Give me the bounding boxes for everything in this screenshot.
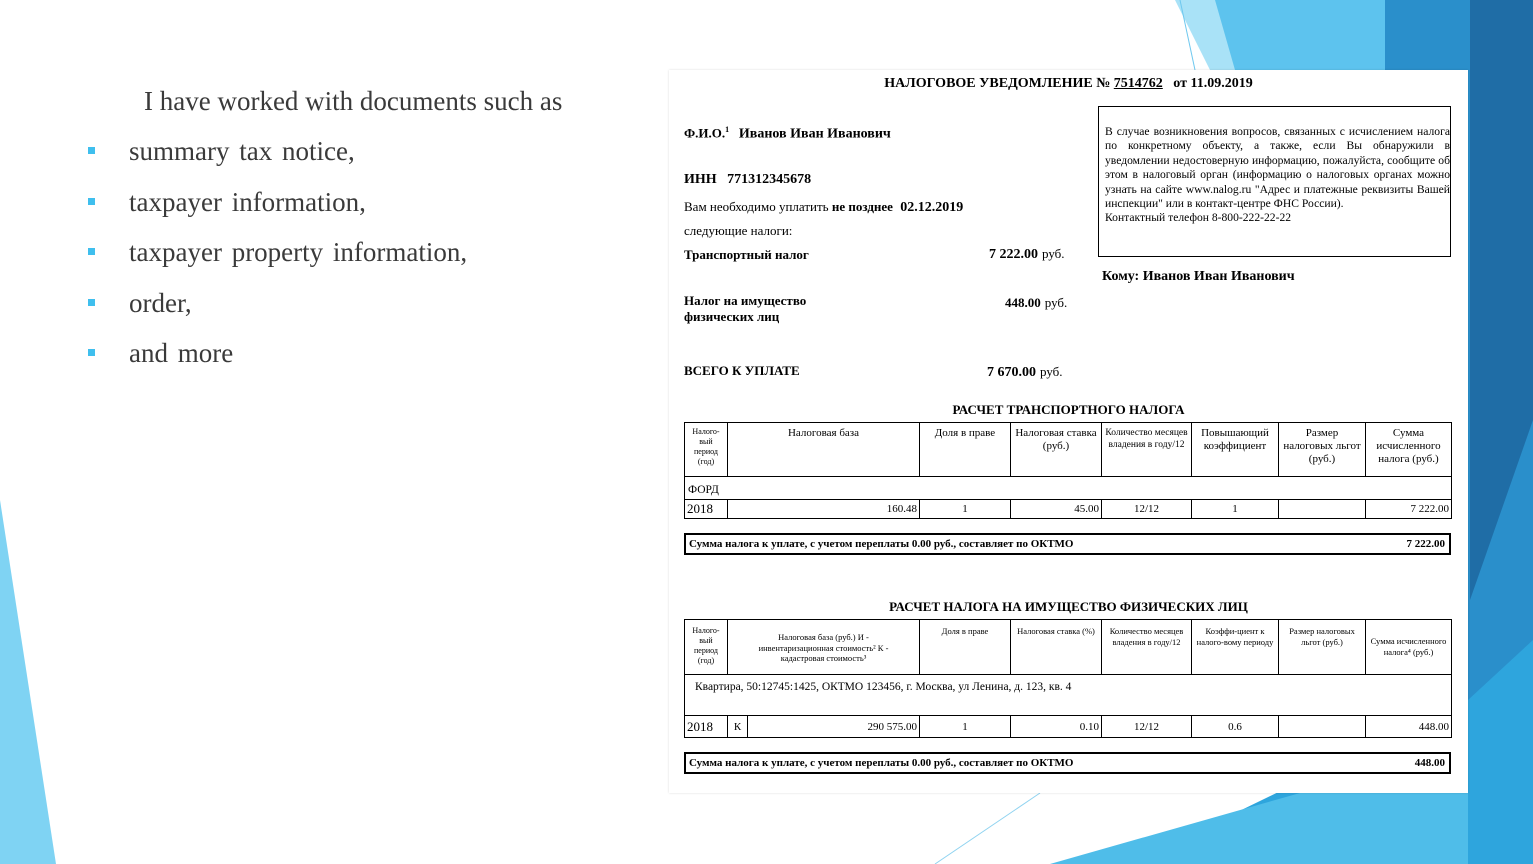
tax-name-line2: физических лиц: [684, 309, 780, 324]
pay-deadline: 02.12.2019: [900, 200, 964, 215]
inn-value: 771312345678: [727, 172, 812, 187]
property-tax-table: [684, 619, 1452, 738]
total-label: ВСЕГО К УПЛАТЕ: [684, 363, 800, 378]
table-cell: 0.10: [1011, 716, 1102, 738]
intro-text: I have worked with documents such as: [144, 86, 563, 116]
pay-text: Вам необходимо уплатить: [684, 199, 829, 214]
bullet-text: taxpayer information,: [129, 186, 366, 217]
column-header: Размер налоговых льгот (руб.): [1279, 620, 1366, 675]
column-header: Количество месяцев владения в году/12: [1102, 620, 1192, 675]
slide-text: [80, 84, 640, 387]
bg-line: [935, 793, 1040, 864]
fio-value: Иванов Иван Иванович: [738, 126, 891, 142]
table-header-row: [685, 620, 1452, 675]
notice-date: от 11.09.2019: [1173, 76, 1253, 91]
following-taxes: следующие налоги:: [684, 223, 793, 238]
column-header: Налоговая ставка (%): [1011, 620, 1102, 675]
summary-text: Сумма налога к уплате, с учетом переплаты 0.00 руб., составляет по ОКТМО: [689, 757, 1074, 769]
table-cell: 45.00: [1011, 500, 1102, 519]
square-bullet-icon: [88, 349, 95, 356]
square-bullet-icon: [88, 299, 95, 306]
column-header: Налого-вый период (год): [685, 423, 728, 477]
tax-currency: руб.: [1042, 246, 1065, 261]
column-header: Налоговая база: [728, 423, 920, 477]
vehicle-name: ФОРД: [685, 477, 1452, 500]
tax-notice-document: [669, 70, 1468, 793]
tax-name-transport: Транспортный налог: [684, 247, 809, 262]
total-currency: руб.: [1040, 364, 1063, 379]
tax-currency: руб.: [1044, 295, 1068, 310]
tax-amount-value: 448.00: [1005, 295, 1041, 310]
list-item: [80, 235, 640, 286]
fio-label: Ф.И.О.: [684, 125, 726, 141]
tax-name-line1: Налог на имущество: [684, 293, 807, 308]
summary-text: Сумма налога к уплате, с учетом переплаты 0.00 руб., составляет по ОКТМО: [689, 538, 1074, 550]
table-cell: К: [728, 716, 748, 738]
tax-amount-property: [1005, 294, 1067, 312]
table-cell: 12/12: [1102, 500, 1192, 519]
table-cell: 2018: [685, 716, 728, 738]
property-object: Квартира, 50:12745:1425, ОКТМО 123456, г. Москва, ул Ленина, д. 123, кв. 4: [685, 675, 1452, 716]
square-bullet-icon: [88, 198, 95, 205]
table-cell: [1279, 500, 1366, 519]
column-header: Налоговая ставка (руб.): [1011, 423, 1102, 477]
bullet-text: taxpayer property information,: [129, 237, 468, 267]
info-box-phone: Контактный телефон 8-800-222-22-22: [1105, 211, 1292, 225]
column-header: Сумма исчисленного налога (руб.): [1366, 423, 1452, 477]
list-item: [80, 336, 640, 387]
table-cell: [1279, 716, 1366, 738]
total-amount: [987, 363, 1063, 381]
transport-table-title: РАСЧЕТ ТРАНСПОРТНОГО НАЛОГА: [952, 402, 1185, 417]
info-box-text: В случае возникновения вопросов, связанных с исчислением налога по конкретному объекту, а также, если Вы обнаружили в уведомлении недостоверную информацию, пожалуйста, сообщите об этом в налоговый орган (информацию о налоговых органах можно узнать на сайте www.nalog.ru "Адрес и платежные реквизиты Вашей инспекции" или в контакт-центре ФНС России).: [1105, 125, 1450, 211]
column-header: Коэффи-циент к налого-вому периоду: [1192, 620, 1279, 675]
table-row: [685, 675, 1452, 716]
notice-title-prefix: НАЛОГОВОЕ УВЕДОМЛЕНИЕ №: [884, 76, 1111, 91]
table-header-row: [685, 423, 1452, 477]
bullet-text: order,: [129, 287, 192, 318]
list-item: [80, 286, 640, 337]
table-cell: 2018: [685, 500, 728, 519]
table-cell: 1: [1192, 500, 1279, 519]
table-cell: 7 222.00: [1366, 500, 1452, 519]
pay-line: [684, 199, 963, 216]
table-cell: 290 575.00: [748, 716, 920, 738]
table-cell: 448.00: [1366, 716, 1452, 738]
info-box: [1098, 106, 1451, 257]
transport-summary: [684, 533, 1451, 555]
summary-value: 7 222.00: [1406, 538, 1445, 550]
property-summary: [684, 752, 1451, 774]
table-cell: 160.48: [728, 500, 920, 519]
recipient: Кому: Иванов Иван Иванович: [1102, 269, 1295, 284]
summary-value: 448.00: [1414, 757, 1445, 769]
fio-footnote: 1: [725, 125, 730, 134]
square-bullet-icon: [88, 147, 95, 154]
bg-shape-top-mid: [1215, 0, 1385, 70]
column-header: Количество месяцев владения в году/12: [1102, 423, 1192, 477]
total-amount-value: 7 670.00: [987, 365, 1036, 380]
tax-amount-value: 7 222.00: [989, 247, 1038, 262]
column-header: Сумма исчисленного налога⁴ (руб.): [1366, 620, 1452, 675]
table-cell: 1: [920, 500, 1011, 519]
bullet-list: [80, 134, 640, 387]
table-cell: 1: [920, 716, 1011, 738]
bg-shape-left: [0, 500, 56, 864]
bullet-text: and more: [129, 338, 234, 368]
transport-tax-table: [684, 422, 1452, 519]
column-header: Размер налоговых льгот (руб.): [1279, 423, 1366, 477]
bullet-text: summary tax notice,: [129, 136, 355, 166]
notice-number: 7514762: [1113, 76, 1163, 91]
inn-line: [684, 172, 811, 188]
column-header: Повышающий коэффициент: [1192, 423, 1279, 477]
inn-label: ИНН: [684, 172, 717, 187]
list-item: [80, 134, 640, 185]
column-header: Доля в праве: [920, 423, 1011, 477]
table-row: [685, 716, 1452, 738]
table-row: [685, 477, 1452, 500]
property-table-title: РАСЧЕТ НАЛОГА НА ИМУЩЕСТВО ФИЗИЧЕСКИХ ЛИЦ: [889, 599, 1248, 614]
table-cell: 0.6: [1192, 716, 1279, 738]
fio-line: [684, 125, 891, 142]
column-header: Доля в праве: [920, 620, 1011, 675]
column-header: Налоговая база (руб.) И - инвентаризационная стоимость² К - кадастровая стоимость³: [728, 620, 920, 675]
table-row: [685, 500, 1452, 519]
tax-amount-transport: [989, 245, 1065, 263]
square-bullet-icon: [88, 248, 95, 255]
pay-deadline-label: не позднее: [831, 199, 893, 214]
list-item: [80, 185, 640, 236]
notice-title: [669, 76, 1468, 92]
column-header: Налого-вый период (год): [685, 620, 728, 675]
table-cell: 12/12: [1102, 716, 1192, 738]
tax-name-property: [684, 293, 806, 325]
